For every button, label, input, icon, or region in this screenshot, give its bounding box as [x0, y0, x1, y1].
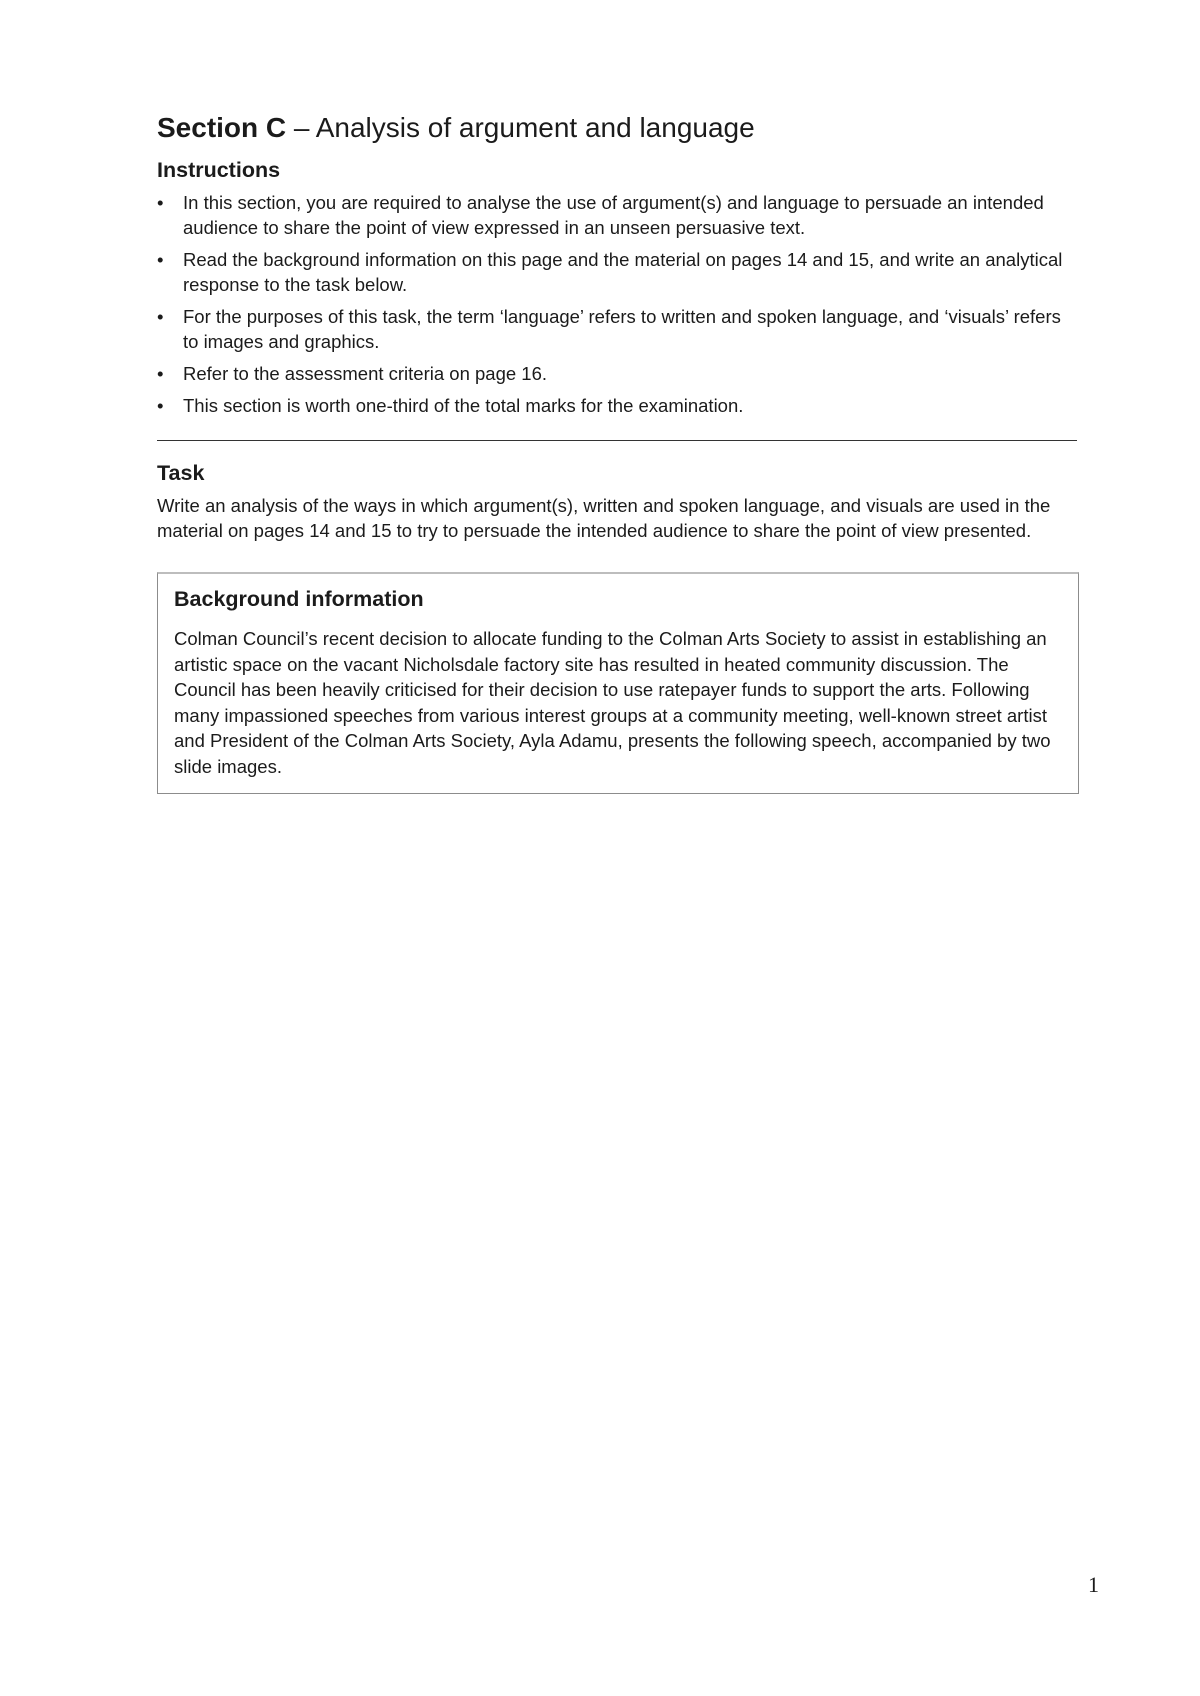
instructions-list	[157, 190, 1077, 418]
instruction-text: Refer to the assessment criteria on page 16.	[183, 363, 548, 384]
section-label: Section C	[157, 112, 287, 143]
instruction-text: In this section, you are required to analyse the use of argument(s) and language to persuade an intended audience to share the point of view expressed in an unseen persuasive text.	[183, 192, 1044, 238]
task-heading: Task	[157, 461, 205, 485]
bullet-icon: •	[157, 306, 164, 327]
page-number: 1	[1088, 1572, 1099, 1597]
page-content	[157, 108, 1077, 794]
instruction-item	[157, 247, 1077, 297]
instruction-item	[157, 190, 1077, 240]
instruction-item	[157, 361, 1077, 386]
section-subtitle: – Analysis of argument and language	[286, 112, 755, 143]
section-divider	[157, 440, 1077, 441]
section-title	[157, 108, 1077, 148]
bullet-icon: •	[157, 395, 164, 416]
background-text: Colman Council’s recent decision to allocate funding to the Colman Arts Society to assist in establishing an artistic space on the vacant Nicholsdale factory site has resulted in heated community discussion. The Council has been heavily criticised for their decision to use ratepayer funds to support the arts. Following many impassioned speeches from various interest groups at a community meeting, well-known street artist and President of the Colman Arts Society, Ayla Adamu, presents the following speech, accompanied by two slide images.	[174, 628, 1051, 777]
instruction-text: This section is worth one-third of the total marks for the examination.	[183, 395, 744, 416]
bullet-icon: •	[157, 363, 164, 384]
bullet-icon: •	[157, 249, 164, 270]
instruction-text: Read the background information on this page and the material on pages 14 and 15, and write an analytical response to the task below.	[183, 249, 1063, 295]
background-heading: Background information	[174, 587, 424, 611]
task-text: Write an analysis of the ways in which argument(s), written and spoken language, and visuals are used in the material on pages 14 and 15 to try to persuade the intended audience to share the point of view presented.	[157, 495, 1051, 541]
background-information-box	[157, 572, 1079, 794]
instruction-item	[157, 304, 1077, 354]
instructions-heading: Instructions	[157, 158, 281, 182]
bullet-icon: •	[157, 192, 164, 213]
instruction-item	[157, 393, 1077, 418]
instruction-text: For the purposes of this task, the term ‘language’ refers to written and spoken language, and ‘visuals’ refers to images and graphics.	[183, 306, 1061, 352]
